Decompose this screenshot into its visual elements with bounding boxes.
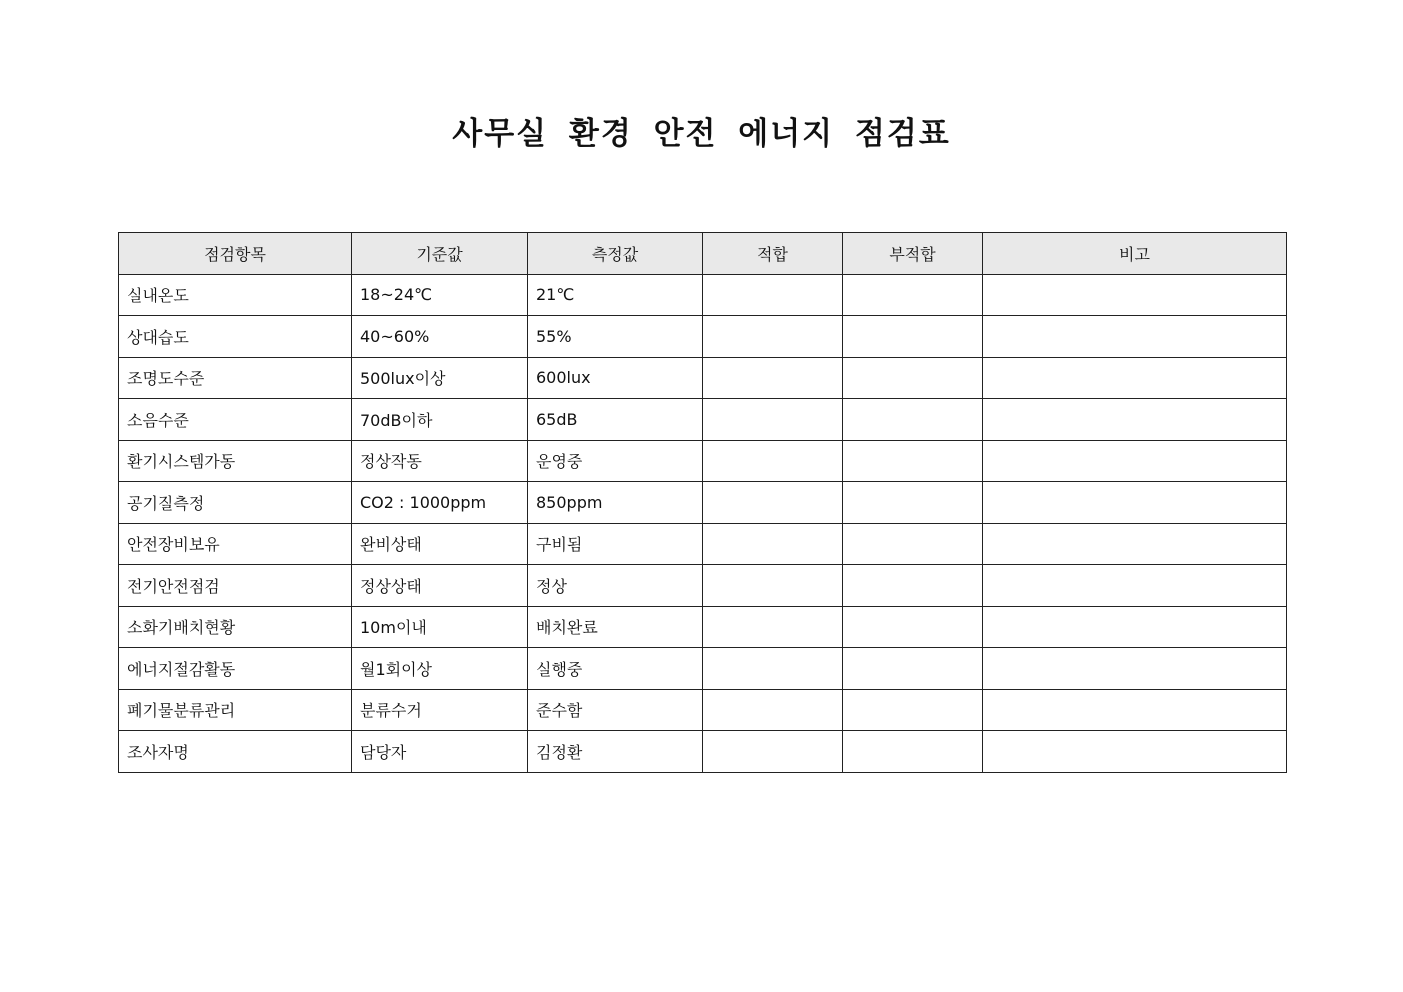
table-row [119, 316, 1287, 358]
cell-fail[interactable] [843, 274, 983, 316]
cell-fail[interactable] [843, 565, 983, 607]
table-row [119, 482, 1287, 524]
table-row [119, 523, 1287, 565]
cell-remarks[interactable] [983, 523, 1287, 565]
table-row [119, 357, 1287, 399]
cell-check-item: 안전장비보유 [119, 523, 352, 565]
cell-measured-value: 정상 [528, 565, 703, 607]
cell-check-item: 소음수준 [119, 399, 352, 441]
cell-remarks[interactable] [983, 689, 1287, 731]
cell-measured-value: 구비됨 [528, 523, 703, 565]
cell-fail[interactable] [843, 357, 983, 399]
inspection-table [118, 232, 1287, 773]
cell-fail[interactable] [843, 648, 983, 690]
header-standard-value: 기준값 [352, 233, 528, 275]
cell-standard-value: 분류수거 [352, 689, 528, 731]
cell-remarks[interactable] [983, 440, 1287, 482]
cell-fail[interactable] [843, 523, 983, 565]
cell-pass[interactable] [703, 648, 843, 690]
cell-remarks[interactable] [983, 399, 1287, 441]
cell-pass[interactable] [703, 399, 843, 441]
cell-measured-value: 55% [528, 316, 703, 358]
cell-pass[interactable] [703, 274, 843, 316]
cell-standard-value: 월1회이상 [352, 648, 528, 690]
cell-pass[interactable] [703, 482, 843, 524]
cell-pass[interactable] [703, 440, 843, 482]
cell-measured-value: 850ppm [528, 482, 703, 524]
table-row [119, 731, 1287, 773]
cell-check-item: 조사자명 [119, 731, 352, 773]
header-check-item: 점검항목 [119, 233, 352, 275]
cell-measured-value: 실행중 [528, 648, 703, 690]
cell-pass[interactable] [703, 357, 843, 399]
cell-pass[interactable] [703, 731, 843, 773]
cell-fail[interactable] [843, 399, 983, 441]
table-row [119, 399, 1287, 441]
cell-fail[interactable] [843, 606, 983, 648]
cell-standard-value: 500lux이상 [352, 357, 528, 399]
cell-standard-value: 40~60% [352, 316, 528, 358]
cell-pass[interactable] [703, 606, 843, 648]
cell-pass[interactable] [703, 316, 843, 358]
cell-check-item: 공기질측정 [119, 482, 352, 524]
cell-fail[interactable] [843, 731, 983, 773]
cell-measured-value: 김정환 [528, 731, 703, 773]
cell-standard-value: 완비상태 [352, 523, 528, 565]
cell-measured-value: 21℃ [528, 274, 703, 316]
page-title: 사무실 환경 안전 에너지 점검표 [452, 116, 951, 152]
cell-remarks[interactable] [983, 274, 1287, 316]
cell-pass[interactable] [703, 565, 843, 607]
cell-fail[interactable] [843, 689, 983, 731]
header-measured-value: 측정값 [528, 233, 703, 275]
table-row [119, 565, 1287, 607]
cell-standard-value: 18~24℃ [352, 274, 528, 316]
header-remarks: 비고 [983, 233, 1287, 275]
cell-check-item: 에너지절감활동 [119, 648, 352, 690]
cell-check-item: 폐기물분류관리 [119, 689, 352, 731]
cell-fail[interactable] [843, 440, 983, 482]
cell-measured-value: 운영중 [528, 440, 703, 482]
cell-measured-value: 65dB [528, 399, 703, 441]
cell-measured-value: 600lux [528, 357, 703, 399]
cell-standard-value: 70dB이하 [352, 399, 528, 441]
header-fail: 부적합 [843, 233, 983, 275]
cell-pass[interactable] [703, 689, 843, 731]
cell-remarks[interactable] [983, 357, 1287, 399]
table-row [119, 440, 1287, 482]
cell-standard-value: 정상작동 [352, 440, 528, 482]
cell-fail[interactable] [843, 482, 983, 524]
table-row [119, 689, 1287, 731]
cell-pass[interactable] [703, 523, 843, 565]
table-row [119, 274, 1287, 316]
cell-remarks[interactable] [983, 316, 1287, 358]
cell-standard-value: 10m이내 [352, 606, 528, 648]
cell-remarks[interactable] [983, 648, 1287, 690]
cell-standard-value: CO2 : 1000ppm [352, 482, 528, 524]
cell-remarks[interactable] [983, 482, 1287, 524]
cell-check-item: 실내온도 [119, 274, 352, 316]
cell-check-item: 전기안전점검 [119, 565, 352, 607]
cell-remarks[interactable] [983, 731, 1287, 773]
cell-remarks[interactable] [983, 606, 1287, 648]
cell-check-item: 상대습도 [119, 316, 352, 358]
cell-standard-value: 정상상태 [352, 565, 528, 607]
cell-remarks[interactable] [983, 565, 1287, 607]
cell-measured-value: 배치완료 [528, 606, 703, 648]
cell-check-item: 환기시스템가동 [119, 440, 352, 482]
header-row [119, 233, 1287, 275]
cell-check-item: 소화기배치현황 [119, 606, 352, 648]
cell-measured-value: 준수함 [528, 689, 703, 731]
cell-standard-value: 담당자 [352, 731, 528, 773]
cell-check-item: 조명도수준 [119, 357, 352, 399]
header-pass: 적합 [703, 233, 843, 275]
table-row [119, 606, 1287, 648]
table-row [119, 648, 1287, 690]
cell-fail[interactable] [843, 316, 983, 358]
